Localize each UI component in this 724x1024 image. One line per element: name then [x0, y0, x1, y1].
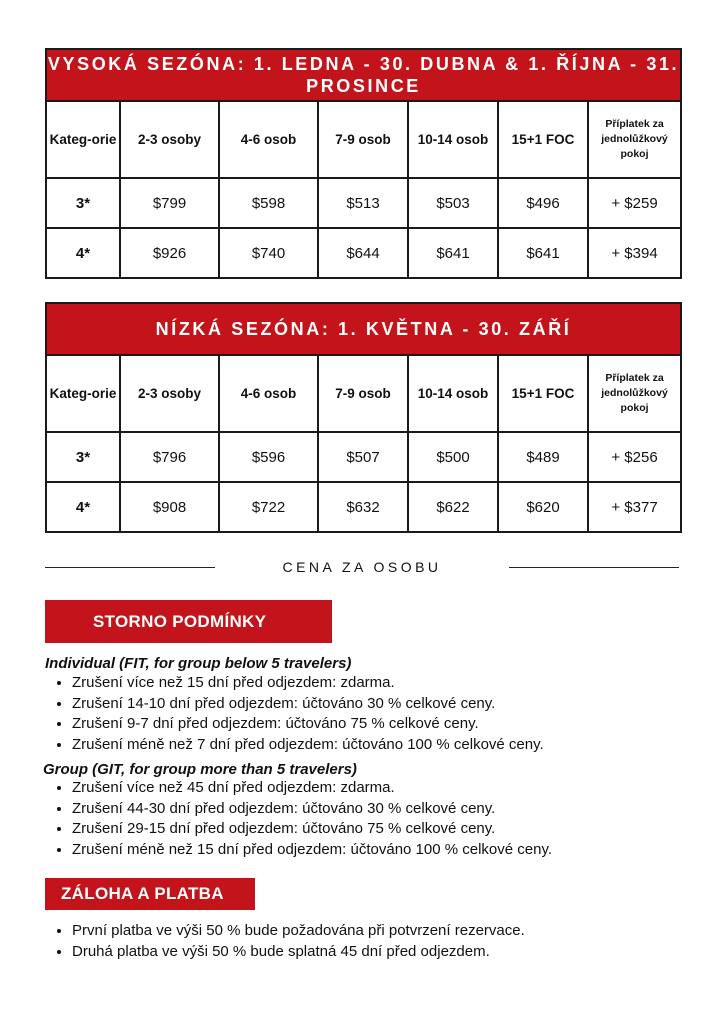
price-cell: $500	[408, 432, 498, 482]
table-row	[46, 228, 681, 278]
price-cell: $740	[219, 228, 318, 278]
category-cell: 4*	[46, 228, 120, 278]
price-cell: $622	[408, 482, 498, 532]
list-item: • Zrušení 9-7 dní před odjezdem: účtováno 75 % celkové ceny.	[72, 714, 544, 735]
col-header-10-14: 10-14 osob	[408, 355, 498, 432]
per-person-label: CENA ZA OSOBU	[282, 559, 442, 575]
col-header-2-3: 2-3 osoby	[120, 101, 219, 178]
supplement-cell: + $256	[588, 432, 681, 482]
supplement-cell: + $377	[588, 482, 681, 532]
low-season-price-table	[45, 302, 682, 533]
list-item: • Zrušení více než 45 dní před odjezdem: zdarma.	[72, 778, 552, 799]
supplement-cell: + $394	[588, 228, 681, 278]
price-cell: $908	[120, 482, 219, 532]
col-header-10-14: 10-14 osob	[408, 101, 498, 178]
low-season-title: NÍZKÁ SEZÓNA: 1. KVĚTNA - 30. ZÁŘÍ	[46, 303, 681, 355]
storno-banner: STORNO PODMÍNKY	[45, 600, 332, 643]
group-title: Group (GIT, for group more than 5 travelers)	[43, 761, 357, 778]
price-cell: $503	[408, 178, 498, 228]
payment-banner: ZÁLOHA A PLATBA	[45, 878, 255, 910]
list-item: • První platba ve výši 50 % bude požadována při potvrzení rezervace.	[72, 921, 525, 942]
group-conditions-list	[42, 778, 552, 860]
high-season-title: VYSOKÁ SEZÓNA: 1. LEDNA - 30. DUBNA & 1. ŘÍJNA - 31. PROSINCE	[46, 49, 681, 101]
price-cell: $620	[498, 482, 588, 532]
list-item: • Zrušení 29-15 dní před odjezdem: účtováno 75 % celkové ceny.	[72, 819, 552, 840]
price-cell: $926	[120, 228, 219, 278]
category-cell: 4*	[46, 482, 120, 532]
price-cell: $799	[120, 178, 219, 228]
col-header-7-9: 7-9 osob	[318, 355, 408, 432]
table-row	[46, 178, 681, 228]
table-row	[46, 482, 681, 532]
individual-conditions-list	[42, 673, 544, 755]
price-cell: $596	[219, 432, 318, 482]
col-header-15-1: 15+1 FOC	[498, 355, 588, 432]
col-header-kategorie: Kateg-orie	[46, 355, 120, 432]
col-header-4-6: 4-6 osob	[219, 101, 318, 178]
col-header-kategorie: Kateg-orie	[46, 101, 120, 178]
per-person-divider	[0, 557, 724, 577]
list-item: • Druhá platba ve výši 50 % bude splatná 45 dní před odjezdem.	[72, 942, 525, 963]
price-cell: $513	[318, 178, 408, 228]
price-cell: $796	[120, 432, 219, 482]
col-header-15-1: 15+1 FOC	[498, 101, 588, 178]
list-item: • Zrušení méně než 7 dní před odjezdem: účtováno 100 % celkové ceny.	[72, 735, 544, 756]
divider-line-left	[45, 567, 215, 568]
table-row	[46, 432, 681, 482]
price-cell: $641	[408, 228, 498, 278]
price-cell: $632	[318, 482, 408, 532]
individual-title: Individual (FIT, for group below 5 travelers)	[45, 655, 352, 672]
divider-line-right	[509, 567, 679, 568]
price-cell: $641	[498, 228, 588, 278]
list-item: • Zrušení méně než 15 dní před odjezdem: účtováno 100 % celkové ceny.	[72, 840, 552, 861]
col-header-single-supplement: Příplatek za jednolůžkový pokoj	[588, 101, 681, 178]
price-cell: $496	[498, 178, 588, 228]
supplement-cell: + $259	[588, 178, 681, 228]
price-cell: $507	[318, 432, 408, 482]
col-header-single-supplement: Příplatek za jednolůžkový pokoj	[588, 355, 681, 432]
col-header-4-6: 4-6 osob	[219, 355, 318, 432]
col-header-2-3: 2-3 osoby	[120, 355, 219, 432]
price-cell: $644	[318, 228, 408, 278]
list-item: • Zrušení 14-10 dní před odjezdem: účtováno 30 % celkové ceny.	[72, 694, 544, 715]
list-item: • Zrušení 44-30 dní před odjezdem: účtováno 30 % celkové ceny.	[72, 799, 552, 820]
category-cell: 3*	[46, 178, 120, 228]
price-cell: $489	[498, 432, 588, 482]
payment-list	[42, 921, 525, 962]
col-header-7-9: 7-9 osob	[318, 101, 408, 178]
category-cell: 3*	[46, 432, 120, 482]
high-season-price-table	[45, 48, 682, 279]
list-item: • Zrušení více než 15 dní před odjezdem: zdarma.	[72, 673, 544, 694]
price-cell: $598	[219, 178, 318, 228]
price-cell: $722	[219, 482, 318, 532]
